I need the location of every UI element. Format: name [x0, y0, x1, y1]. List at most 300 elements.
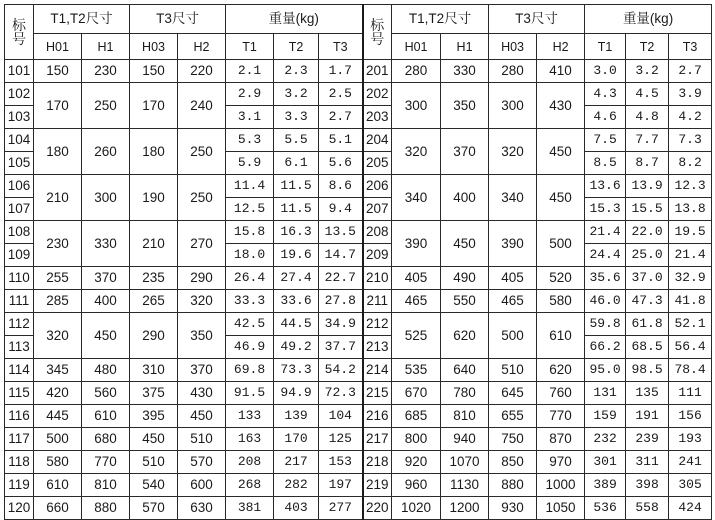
weight-t1-right: 59.8 — [585, 313, 626, 336]
dim-h01-right: 340 — [392, 175, 441, 221]
weight-header-right: 重量(kg) — [585, 5, 712, 34]
col-h03-right: H03 — [489, 34, 537, 60]
tag-no-left: 110 — [5, 267, 34, 290]
weight-t1-left: 2.9 — [226, 83, 274, 106]
weight-t3-right: 305 — [669, 474, 712, 497]
weight-t3-left: 1.7 — [319, 60, 363, 83]
table-row — [5, 175, 712, 198]
dim-h03-left: 180 — [130, 129, 178, 175]
weight-t3-left: 277 — [319, 497, 363, 520]
dim-h2-right: 1050 — [537, 497, 585, 520]
tag-no-right: 218 — [363, 451, 392, 474]
tag-header-char2: 号 — [12, 31, 26, 47]
tag-no-header-right — [363, 5, 392, 60]
weight-t2-right: 135 — [626, 382, 669, 405]
weight-t1-left: 33.3 — [226, 290, 274, 313]
dim-h01-right: 920 — [392, 451, 441, 474]
weight-t2-right: 398 — [626, 474, 669, 497]
weight-t1-right: 15.3 — [585, 198, 626, 221]
weight-t1-right: 389 — [585, 474, 626, 497]
table-row — [5, 313, 712, 336]
dim-h1-right: 400 — [441, 175, 489, 221]
weight-t2-left: 139 — [274, 405, 319, 428]
weight-t1-right: 536 — [585, 497, 626, 520]
col-t3-right: T3 — [669, 34, 712, 60]
weight-t1-left: 5.3 — [226, 129, 274, 152]
dim-h1-left: 610 — [82, 405, 130, 428]
dim-h2-right: 580 — [537, 290, 585, 313]
tag-no-right: 205 — [363, 152, 392, 175]
dim-h1-right: 450 — [441, 221, 489, 267]
table-row — [5, 474, 712, 497]
dim-h1-right: 1130 — [441, 474, 489, 497]
weight-t2-left: 11.5 — [274, 198, 319, 221]
weight-t1-right: 46.0 — [585, 290, 626, 313]
weight-t3-left: 34.9 — [319, 313, 363, 336]
weight-t2-left: 27.4 — [274, 267, 319, 290]
dim-h1-left: 680 — [82, 428, 130, 451]
dim-h2-left: 450 — [178, 405, 226, 428]
tag-no-right: 208 — [363, 221, 392, 244]
dim-h01-right: 535 — [392, 359, 441, 382]
table-row — [5, 405, 712, 428]
dim-h03-left: 210 — [130, 221, 178, 267]
dim-h03-right: 510 — [489, 359, 537, 382]
weight-t1-left: 5.9 — [226, 152, 274, 175]
weight-t2-left: 44.5 — [274, 313, 319, 336]
tag-no-right: 207 — [363, 198, 392, 221]
weight-t1-left: 69.8 — [226, 359, 274, 382]
tag-no-left: 115 — [5, 382, 34, 405]
col-h1-left: H1 — [82, 34, 130, 60]
tag-no-left: 120 — [5, 497, 34, 520]
dim-h1-right: 350 — [441, 83, 489, 129]
weight-t1-right: 3.0 — [585, 60, 626, 83]
tag-no-right: 215 — [363, 382, 392, 405]
weight-t3-right: 193 — [669, 428, 712, 451]
dim-h03-left: 395 — [130, 405, 178, 428]
tag-no-left: 106 — [5, 175, 34, 198]
dim-h1-left: 450 — [82, 313, 130, 359]
dim-h03-right: 750 — [489, 428, 537, 451]
dim-h2-left: 570 — [178, 451, 226, 474]
dim-h01-left: 210 — [34, 175, 82, 221]
dim-h1-left: 250 — [82, 83, 130, 129]
table-row — [5, 497, 712, 520]
weight-t3-left: 5.6 — [319, 152, 363, 175]
dim-h01-left: 660 — [34, 497, 82, 520]
table-row — [5, 382, 712, 405]
dim-h03-left: 190 — [130, 175, 178, 221]
dim-h01-right: 960 — [392, 474, 441, 497]
weight-t3-right: 241 — [669, 451, 712, 474]
dim-h1-right: 370 — [441, 129, 489, 175]
table-row — [5, 451, 712, 474]
tag-no-left: 104 — [5, 129, 34, 152]
dim-h1-right: 810 — [441, 405, 489, 428]
tag-no-left: 102 — [5, 83, 34, 106]
tag-no-right: 216 — [363, 405, 392, 428]
spec-table-wrapper — [4, 4, 712, 520]
col-h2-right: H2 — [537, 34, 585, 60]
table-row — [5, 359, 712, 382]
weight-t2-right: 3.2 — [626, 60, 669, 83]
tag-no-right: 212 — [363, 313, 392, 336]
dim-h01-left: 500 — [34, 428, 82, 451]
dim-h2-right: 610 — [537, 313, 585, 359]
weight-t3-right: 56.4 — [669, 336, 712, 359]
weight-t2-right: 98.5 — [626, 359, 669, 382]
table-row — [5, 267, 712, 290]
dim-h01-left: 285 — [34, 290, 82, 313]
weight-t2-left: 5.5 — [274, 129, 319, 152]
dim-t12-header-right: T1,T2尺寸 — [392, 5, 489, 34]
dim-h01-left: 580 — [34, 451, 82, 474]
weight-t2-right: 4.5 — [626, 83, 669, 106]
weight-t1-left: 133 — [226, 405, 274, 428]
weight-t3-left: 27.8 — [319, 290, 363, 313]
dim-h03-left: 170 — [130, 83, 178, 129]
weight-t1-left: 2.1 — [226, 60, 274, 83]
dim-h2-right: 450 — [537, 175, 585, 221]
weight-t2-left: 3.3 — [274, 106, 319, 129]
dim-h03-right: 405 — [489, 267, 537, 290]
weight-t3-right: 156 — [669, 405, 712, 428]
dim-h2-left: 250 — [178, 175, 226, 221]
tag-no-left: 103 — [5, 106, 34, 129]
weight-t1-right: 301 — [585, 451, 626, 474]
weight-t2-right: 8.7 — [626, 152, 669, 175]
tag-no-right: 220 — [363, 497, 392, 520]
tag-no-header-left — [5, 5, 34, 60]
dim-h2-right: 870 — [537, 428, 585, 451]
col-h2-left: H2 — [178, 34, 226, 60]
weight-t2-left: 49.2 — [274, 336, 319, 359]
weight-t2-left: 170 — [274, 428, 319, 451]
tag-no-left: 105 — [5, 152, 34, 175]
dim-h03-right: 300 — [489, 83, 537, 129]
col-t3-left: T3 — [319, 34, 363, 60]
weight-t3-left: 72.3 — [319, 382, 363, 405]
tag-header-char1: 标 — [12, 17, 26, 33]
dim-h2-left: 290 — [178, 267, 226, 290]
weight-t2-left: 19.6 — [274, 244, 319, 267]
dim-h01-right: 670 — [392, 382, 441, 405]
dim-h01-right: 1020 — [392, 497, 441, 520]
dim-h2-right: 1000 — [537, 474, 585, 497]
weight-t2-left: 3.2 — [274, 83, 319, 106]
tag-no-right: 219 — [363, 474, 392, 497]
dim-h2-left: 510 — [178, 428, 226, 451]
dim-h1-left: 300 — [82, 175, 130, 221]
weight-t1-right: 131 — [585, 382, 626, 405]
weight-t1-right: 24.4 — [585, 244, 626, 267]
dim-h2-left: 220 — [178, 60, 226, 83]
dim-h01-left: 420 — [34, 382, 82, 405]
dim-h2-left: 250 — [178, 129, 226, 175]
dim-h03-right: 280 — [489, 60, 537, 83]
weight-t3-left: 54.2 — [319, 359, 363, 382]
weight-t2-left: 11.5 — [274, 175, 319, 198]
dim-h01-right: 800 — [392, 428, 441, 451]
weight-t3-right: 41.8 — [669, 290, 712, 313]
dim-h01-right: 405 — [392, 267, 441, 290]
table-row — [5, 221, 712, 244]
dim-h01-right: 280 — [392, 60, 441, 83]
dim-h01-right: 525 — [392, 313, 441, 359]
weight-t3-left: 22.7 — [319, 267, 363, 290]
weight-t2-left: 6.1 — [274, 152, 319, 175]
dim-h01-right: 685 — [392, 405, 441, 428]
weight-t1-right: 7.5 — [585, 129, 626, 152]
dim-h03-left: 540 — [130, 474, 178, 497]
dim-h2-left: 350 — [178, 313, 226, 359]
tag-no-left: 111 — [5, 290, 34, 313]
weight-t3-left: 37.7 — [319, 336, 363, 359]
dim-h1-left: 330 — [82, 221, 130, 267]
weight-t3-left: 104 — [319, 405, 363, 428]
weight-t1-left: 15.8 — [226, 221, 274, 244]
dim-h1-left: 560 — [82, 382, 130, 405]
weight-t2-left: 94.9 — [274, 382, 319, 405]
dim-h03-left: 375 — [130, 382, 178, 405]
tag-no-right: 214 — [363, 359, 392, 382]
weight-t1-right: 21.4 — [585, 221, 626, 244]
weight-t2-right: 25.0 — [626, 244, 669, 267]
dim-h1-left: 810 — [82, 474, 130, 497]
tag-no-right: 202 — [363, 83, 392, 106]
weight-t2-right: 311 — [626, 451, 669, 474]
dim-h03-right: 880 — [489, 474, 537, 497]
dim-h2-right: 970 — [537, 451, 585, 474]
dim-h01-left: 445 — [34, 405, 82, 428]
weight-t3-right: 4.2 — [669, 106, 712, 129]
col-t2-left: T2 — [274, 34, 319, 60]
weight-t3-left: 9.4 — [319, 198, 363, 221]
tag-no-left: 101 — [5, 60, 34, 83]
weight-t1-left: 381 — [226, 497, 274, 520]
tag-no-right: 210 — [363, 267, 392, 290]
table-row — [5, 60, 712, 83]
tag-no-left: 117 — [5, 428, 34, 451]
dim-h03-left: 510 — [130, 451, 178, 474]
tag-no-right: 204 — [363, 129, 392, 152]
dim-h2-left: 430 — [178, 382, 226, 405]
dim-h2-right: 500 — [537, 221, 585, 267]
weight-t1-right: 8.5 — [585, 152, 626, 175]
dim-h2-right: 520 — [537, 267, 585, 290]
dim-h03-left: 570 — [130, 497, 178, 520]
weight-header-left: 重量(kg) — [226, 5, 363, 34]
dim-h01-left: 255 — [34, 267, 82, 290]
weight-t2-right: 37.0 — [626, 267, 669, 290]
weight-t1-right: 4.3 — [585, 83, 626, 106]
dim-h01-left: 610 — [34, 474, 82, 497]
dim-h03-right: 390 — [489, 221, 537, 267]
weight-t1-left: 91.5 — [226, 382, 274, 405]
dim-h01-right: 465 — [392, 290, 441, 313]
dim-h1-left: 480 — [82, 359, 130, 382]
dim-h1-left: 770 — [82, 451, 130, 474]
table-body — [5, 60, 712, 520]
weight-t3-right: 3.9 — [669, 83, 712, 106]
tag-no-right: 213 — [363, 336, 392, 359]
weight-t2-left: 73.3 — [274, 359, 319, 382]
weight-t2-right: 15.5 — [626, 198, 669, 221]
weight-t3-right: 12.3 — [669, 175, 712, 198]
dim-h03-right: 465 — [489, 290, 537, 313]
weight-t1-left: 11.4 — [226, 175, 274, 198]
dim-h03-right: 340 — [489, 175, 537, 221]
dim-h01-right: 300 — [392, 83, 441, 129]
tag-no-left: 107 — [5, 198, 34, 221]
weight-t2-right: 4.8 — [626, 106, 669, 129]
weight-t1-left: 46.9 — [226, 336, 274, 359]
weight-t2-left: 16.3 — [274, 221, 319, 244]
weight-t2-right: 7.7 — [626, 129, 669, 152]
dim-h1-right: 780 — [441, 382, 489, 405]
table-row — [5, 428, 712, 451]
dim-h2-left: 600 — [178, 474, 226, 497]
weight-t1-right: 159 — [585, 405, 626, 428]
col-t2-right: T2 — [626, 34, 669, 60]
dim-h2-right: 620 — [537, 359, 585, 382]
dim-h1-left: 230 — [82, 60, 130, 83]
weight-t3-left: 13.5 — [319, 221, 363, 244]
weight-t2-right: 68.5 — [626, 336, 669, 359]
weight-t1-right: 66.2 — [585, 336, 626, 359]
weight-t2-right: 13.9 — [626, 175, 669, 198]
weight-t1-left: 42.5 — [226, 313, 274, 336]
weight-t1-right: 232 — [585, 428, 626, 451]
dim-h1-left: 880 — [82, 497, 130, 520]
weight-t1-right: 4.6 — [585, 106, 626, 129]
dim-h1-right: 490 — [441, 267, 489, 290]
dim-h2-left: 240 — [178, 83, 226, 129]
weight-t2-left: 217 — [274, 451, 319, 474]
weight-t3-right: 111 — [669, 382, 712, 405]
weight-t1-right: 35.6 — [585, 267, 626, 290]
weight-t2-left: 282 — [274, 474, 319, 497]
dim-h01-left: 345 — [34, 359, 82, 382]
dim-h03-left: 235 — [130, 267, 178, 290]
weight-t1-left: 12.5 — [226, 198, 274, 221]
table-header — [5, 5, 712, 60]
weight-t3-left: 197 — [319, 474, 363, 497]
col-h1-right: H1 — [441, 34, 489, 60]
tag-no-left: 112 — [5, 313, 34, 336]
weight-t3-right: 2.7 — [669, 60, 712, 83]
tag-no-right: 203 — [363, 106, 392, 129]
dim-h2-right: 770 — [537, 405, 585, 428]
dim-h1-right: 1200 — [441, 497, 489, 520]
table-row — [5, 83, 712, 106]
weight-t1-left: 268 — [226, 474, 274, 497]
dim-h03-left: 450 — [130, 428, 178, 451]
dim-h1-right: 550 — [441, 290, 489, 313]
dim-h2-right: 430 — [537, 83, 585, 129]
weight-t1-left: 18.0 — [226, 244, 274, 267]
tag-no-right: 209 — [363, 244, 392, 267]
dim-h2-left: 320 — [178, 290, 226, 313]
dim-h1-right: 330 — [441, 60, 489, 83]
tag-no-left: 118 — [5, 451, 34, 474]
tag-no-left: 116 — [5, 405, 34, 428]
weight-t3-left: 5.1 — [319, 129, 363, 152]
table-row — [5, 129, 712, 152]
weight-t1-left: 3.1 — [226, 106, 274, 129]
header-row-sub — [5, 34, 712, 60]
dim-h01-right: 390 — [392, 221, 441, 267]
tag-no-right: 201 — [363, 60, 392, 83]
dim-h1-left: 370 — [82, 267, 130, 290]
tag-no-right: 217 — [363, 428, 392, 451]
header-row-top — [5, 5, 712, 34]
weight-t3-right: 52.1 — [669, 313, 712, 336]
weight-t3-left: 153 — [319, 451, 363, 474]
tag-no-left: 119 — [5, 474, 34, 497]
weight-t2-right: 61.8 — [626, 313, 669, 336]
weight-t2-left: 2.3 — [274, 60, 319, 83]
weight-t3-right: 21.4 — [669, 244, 712, 267]
weight-t3-right: 13.8 — [669, 198, 712, 221]
dim-h01-left: 170 — [34, 83, 82, 129]
weight-t1-right: 13.6 — [585, 175, 626, 198]
dim-t12-header-left: T1,T2尺寸 — [34, 5, 130, 34]
weight-t3-left: 2.7 — [319, 106, 363, 129]
dim-t3-header-right: T3尺寸 — [489, 5, 585, 34]
weight-t2-right: 239 — [626, 428, 669, 451]
dim-h1-left: 260 — [82, 129, 130, 175]
dim-h1-right: 620 — [441, 313, 489, 359]
dim-h03-right: 645 — [489, 382, 537, 405]
dim-h2-left: 270 — [178, 221, 226, 267]
weight-t3-right: 8.2 — [669, 152, 712, 175]
dim-h01-left: 150 — [34, 60, 82, 83]
dim-h01-left: 320 — [34, 313, 82, 359]
tag-header-char1: 标 — [370, 17, 385, 33]
weight-t2-left: 33.6 — [274, 290, 319, 313]
col-h03-left: H03 — [130, 34, 178, 60]
dim-h01-left: 230 — [34, 221, 82, 267]
dim-h1-right: 640 — [441, 359, 489, 382]
col-t1-right: T1 — [585, 34, 626, 60]
dim-h03-left: 265 — [130, 290, 178, 313]
weight-t3-right: 7.3 — [669, 129, 712, 152]
weight-t1-left: 208 — [226, 451, 274, 474]
tag-header-char2: 号 — [370, 31, 385, 47]
dim-h03-left: 150 — [130, 60, 178, 83]
weight-t3-right: 424 — [669, 497, 712, 520]
dim-h03-right: 655 — [489, 405, 537, 428]
weight-t2-right: 22.0 — [626, 221, 669, 244]
dim-h2-right: 450 — [537, 129, 585, 175]
table-row — [5, 290, 712, 313]
weight-t3-left: 125 — [319, 428, 363, 451]
dim-h03-right: 850 — [489, 451, 537, 474]
weight-t3-right: 32.9 — [669, 267, 712, 290]
tag-no-right: 211 — [363, 290, 392, 313]
dim-h01-left: 180 — [34, 129, 82, 175]
col-h01-left: H01 — [34, 34, 82, 60]
tag-no-left: 108 — [5, 221, 34, 244]
weight-t3-left: 14.7 — [319, 244, 363, 267]
col-h01-right: H01 — [392, 34, 441, 60]
dim-h2-left: 370 — [178, 359, 226, 382]
dim-h03-right: 500 — [489, 313, 537, 359]
tag-no-left: 113 — [5, 336, 34, 359]
weight-t2-right: 558 — [626, 497, 669, 520]
